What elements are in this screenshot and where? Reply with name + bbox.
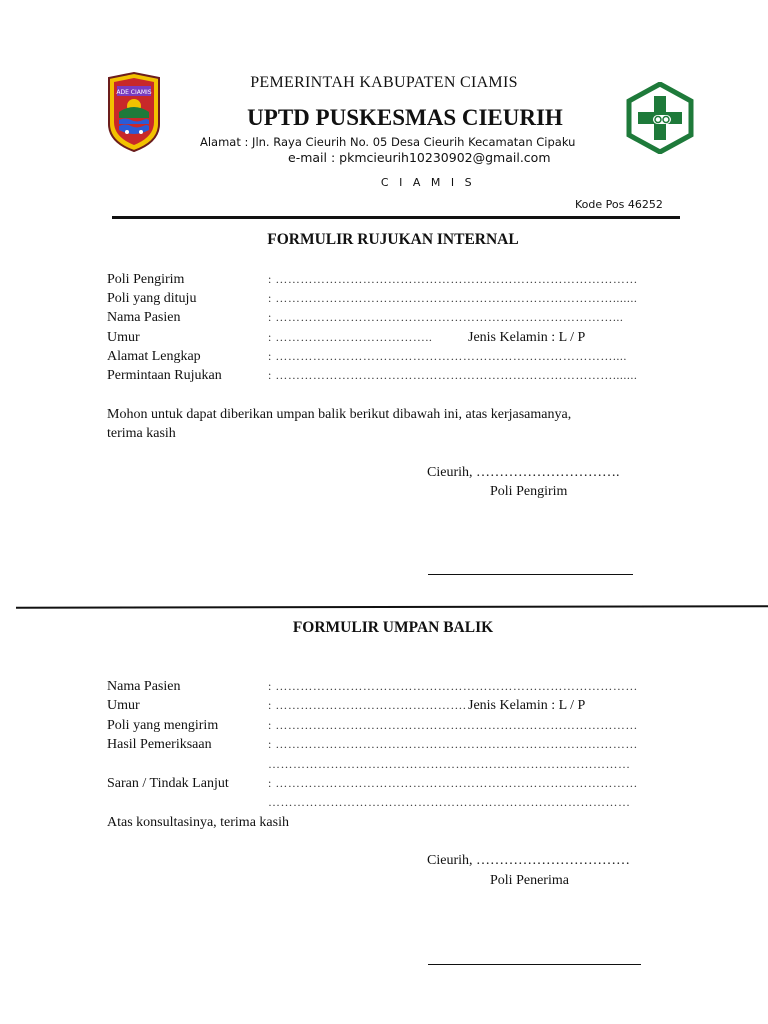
form1-signer: Poli Pengirim [490,484,568,499]
field-blank: : …………………………………………………………………………… [268,272,638,286]
field-blank: : ……………………………….. [268,330,433,344]
form1-place-date: Cieurih, …………………………. [427,465,620,480]
field-label: Poli Pengirim [107,272,185,287]
form2-title: FORMULIR UMPAN BALIK [292,619,494,636]
request-message-cont: terima kasih [107,426,176,441]
gender-field: Jenis Kelamin : L / P [468,698,586,713]
email-text: e-mail : pkmcieurih10230902@gmail.com [288,150,551,165]
field-blank: : ………………………………………………………………………....... [268,368,638,382]
field-blank: : ………………………………………. [268,698,467,712]
section-divider [16,605,768,609]
field-blank: : ………………………………………………………………………....... [268,291,638,305]
form2-place-date: Cieurih, …………………………… [427,853,630,868]
field-label: Permintaan Rujukan [107,368,222,383]
svg-text:ADE CIAMIS: ADE CIAMIS [116,89,152,96]
form2-signature-line [428,964,641,965]
address-text: Alamat : Jln. Raya Cieurih No. 05 Desa Cieurih Kecamatan Cipaku [200,135,576,149]
closing-text: Atas konsultasinya, terima kasih [107,815,289,830]
field-label: Alamat Lengkap [107,349,201,364]
field-blank: : ………………………………………………………………………... [268,310,624,324]
form1-signature-line [428,574,633,575]
field-label: Umur [107,698,140,713]
city-text: C I A M I S [380,176,476,189]
postal-code: Kode Pos 46252 [575,198,663,211]
field-label: Saran / Tindak Lanjut [107,776,229,791]
field-blank: : …………………………………………………………………………… [268,679,638,693]
field-label: Nama Pasien [107,679,181,694]
field-blank: …………………………………………………………………………… [268,795,631,809]
field-blank: : …………………………………………………………………………… [268,737,638,751]
form1-title: FORMULIR RUJUKAN INTERNAL [267,231,519,248]
institution-title: UPTD PUSKESMAS CIEURIH [247,105,563,130]
field-blank: …………………………………………………………………………… [268,757,631,771]
request-message: Mohon untuk dapat diberikan umpan balik berikut dibawah ini, atas kerjasamanya, [107,407,572,422]
field-blank: : …………………………………………………………………………… [268,718,638,732]
gender-field: Jenis Kelamin : L / P [468,330,586,345]
form2-signer: Poli Penerima [490,873,569,888]
field-label: Poli yang mengirim [107,718,219,733]
government-name: PEMERINTAH KABUPATEN CIAMIS [250,74,518,91]
field-label: Hasil Pemeriksaan [107,737,212,752]
field-blank: : …………………………………………………………………………… [268,776,638,790]
field-blank: : ……………………………………………………………………….... [268,349,627,363]
header-divider [112,216,680,219]
field-label: Nama Pasien [107,310,181,325]
field-label: Poli yang dituju [107,291,197,306]
field-label: Umur [107,330,140,345]
